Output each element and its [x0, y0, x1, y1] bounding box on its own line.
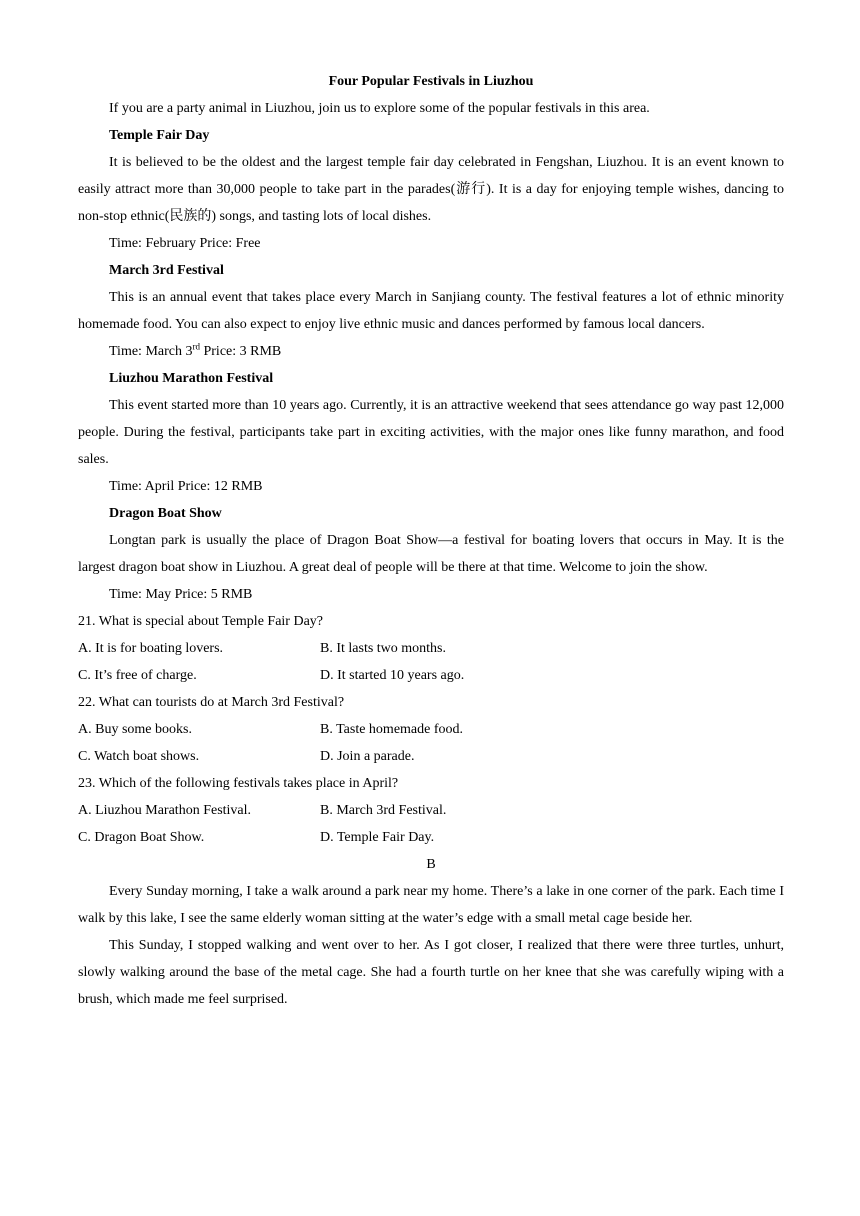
festival-heading-temple-fair: Temple Fair Day [109, 128, 210, 143]
question-21-option-d: D. It started 10 years ago. [320, 668, 465, 683]
question-23-option-d: D. Temple Fair Day. [320, 830, 435, 845]
question-21-options-row-2 [78, 662, 784, 689]
question-22-option-b: B. Taste homemade food. [320, 722, 464, 737]
meta-text: Time: February Price: Free [109, 236, 261, 251]
festival-heading-dragon-boat: Dragon Boat Show [109, 506, 222, 521]
question-21-option-b: B. It lasts two months. [320, 641, 447, 656]
question-23-option-b: B. March 3rd Festival. [320, 803, 447, 818]
question-21-option-a: A. It is for boating lovers. [78, 641, 224, 656]
question-21: 21. What is special about Temple Fair Day? [78, 614, 323, 629]
meta-text-after: Price: 3 RMB [199, 344, 282, 359]
festival-meta-marathon [78, 473, 784, 500]
question-23-options-row-2 [78, 824, 784, 851]
section-b-paragraph-2: This Sunday, I stopped walking and went over to her. As I got closer, I realized that there were three turtles, unhurt, slowly walking around the base of the metal cage. She had a fourth turtle on her knee that she was carefully wiping with a brush, which made me feel surprised. [78, 938, 784, 1007]
question-22-options-row-1 [78, 716, 784, 743]
festival-body-marathon: This event started more than 10 years ago. Currently, it is an attractive weekend that sees attendance go way past 12,000 people. During the festival, participants take part in exciting activities, with the major ones like funny marathon, and food sales. [78, 398, 784, 467]
festival-heading-march-3rd: March 3rd Festival [109, 263, 224, 278]
question-23-option-c: C. Dragon Boat Show. [78, 830, 205, 845]
intro-paragraph: If you are a party animal in Liuzhou, join us to explore some of the popular festivals in this area. [109, 101, 650, 116]
festival-body-temple-fair: It is believed to be the oldest and the largest temple fair day celebrated in Fengshan, Liuzhou. It is an event known to easily attract more than 30,000 people to take part in the parades(游行). It is a day for enjoying temple wishes, dancing to non-stop ethnic(民族的) songs, and tasting lots of local dishes. [78, 155, 784, 224]
festival-meta-temple-fair [78, 230, 784, 257]
festival-body-dragon-boat: Longtan park is usually the place of Dragon Boat Show—a festival for boating lovers that occurs in May. It is the largest dragon boat show in Liuzhou. A great deal of people will be there at that time. Welcome to join the show. [78, 533, 784, 575]
question-23-option-a: A. Liuzhou Marathon Festival. [78, 803, 252, 818]
question-22: 22. What can tourists do at March 3rd Festival? [78, 695, 345, 710]
question-22-option-c: C. Watch boat shows. [78, 749, 200, 764]
question-23: 23. Which of the following festivals takes place in April? [78, 776, 399, 791]
section-b-paragraph-1: Every Sunday morning, I take a walk around a park near my home. There’s a lake in one corner of the park. Each time I walk by this lake, I see the same elderly woman sitting at the water’s edge with a small metal cage beside her. [78, 884, 784, 926]
festival-heading-marathon: Liuzhou Marathon Festival [109, 371, 274, 386]
passage-title: Four Popular Festivals in Liuzhou [328, 74, 534, 89]
question-22-option-a: A. Buy some books. [78, 722, 192, 737]
meta-text: Time: March 3 [109, 344, 193, 359]
section-b-letter: B [426, 857, 436, 872]
festival-meta-march-3rd [78, 338, 784, 365]
festival-meta-dragon-boat [78, 581, 784, 608]
meta-text: Time: April Price: 12 RMB [109, 479, 263, 494]
meta-superscript: rd [192, 341, 200, 352]
question-22-option-d: D. Join a parade. [320, 749, 415, 764]
meta-text: Time: May Price: 5 RMB [109, 587, 253, 602]
question-22-options-row-2 [78, 743, 784, 770]
question-23-options-row-1 [78, 797, 784, 824]
festival-body-march-3rd: This is an annual event that takes place every March in Sanjiang county. The festival features a lot of ethnic minority homemade food. You can also expect to enjoy live ethnic music and dances performed by famous local dancers. [78, 290, 784, 332]
question-21-option-c: C. It’s free of charge. [78, 668, 197, 683]
question-21-options-row-1 [78, 635, 784, 662]
